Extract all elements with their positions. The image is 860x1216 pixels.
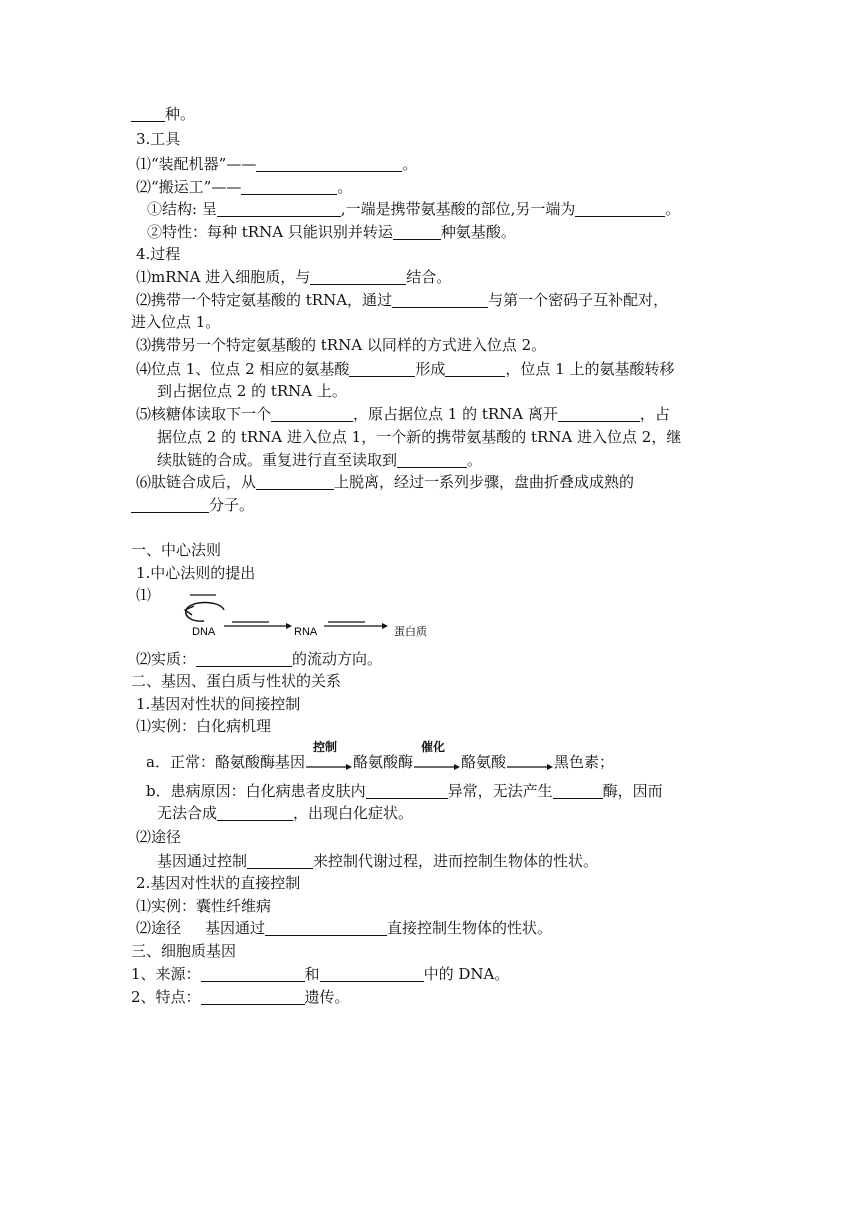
line-process-4: ⑷位点 1、位点 2 相应的氨基酸 形成 ，位点 1 上的氨基酸转移 (136, 360, 675, 378)
answer-blank[interactable] (247, 853, 313, 869)
line-process-1: ⑴mRNA 进入细胞质，与 结合。 (136, 268, 452, 286)
subheading-direct-control: 2.基因对性状的直接控制 (136, 874, 301, 892)
arrowhead (286, 623, 292, 629)
conversion-arrow-line (506, 752, 554, 772)
central-dogma-diagram (180, 590, 440, 642)
control-arrow (305, 740, 353, 772)
subheading-proposal: 1.中心法则的提出 (136, 564, 256, 582)
replication-loop-arrow (186, 603, 224, 622)
answer-blank[interactable] (201, 989, 305, 1005)
line-process-3: ⑶携带另一个特定氨基酸的 tRNA 以同样的方式进入位点 2。 (136, 336, 547, 354)
line-process-2-cont: 进入位点 1。 (131, 313, 221, 331)
answer-blank[interactable] (217, 201, 341, 217)
answer-blank[interactable] (131, 497, 209, 513)
line-assembly-machine: ⑴“装配机器”—— 。 (136, 155, 418, 173)
line-disease-cause-cont: 无法合成 ，出现白化症状。 (157, 804, 414, 822)
line-process-5-end: 续肽链的合成。重复进行直至读取到 。 (157, 451, 483, 469)
answer-blank[interactable] (320, 966, 424, 982)
line-example-albinism: ⑴实例：白化病机理 (136, 717, 272, 735)
answer-blank[interactable] (397, 452, 467, 468)
heading-central-dogma: 一、中心法则 (131, 541, 222, 559)
answer-blank[interactable] (393, 224, 441, 240)
line-essence: ⑵实质： 的流动方向。 (136, 650, 383, 668)
line-pathway-label: ⑵途径 (136, 828, 182, 846)
section-heading-process: 4.过程 (136, 245, 181, 263)
item-1-label: ⑴ (136, 586, 152, 604)
line-property: ②特性：每种 tRNA 只能识别并转运 种氨基酸。 (147, 223, 516, 241)
heading-gene-protein-trait: 二、基因、蛋白质与性状的关系 (131, 672, 342, 690)
line-process-6: ⑹肽链合成后，从 上脱离，经过一系列步骤，盘曲折叠成成熟的 (136, 473, 635, 491)
catalyze-arrow (413, 740, 461, 772)
line-feature: 2、特点： 遗传。 (131, 988, 350, 1006)
answer-blank[interactable] (349, 361, 415, 377)
line-1: 种。 (131, 104, 195, 124)
dna-label: DNA (192, 626, 216, 638)
answer-blank[interactable] (256, 474, 334, 490)
line-process-2: ⑵携带一个特定氨基酸的 tRNA，通过 与第一个密码子互补配对， (136, 291, 669, 309)
answer-blank[interactable] (217, 805, 293, 821)
line-structure: ①结构: 呈 ,一端是携带氨基酸的部位,另一端为 。 (147, 200, 681, 218)
answer-blank[interactable] (131, 106, 165, 122)
answer-blank[interactable] (265, 920, 387, 936)
answer-blank[interactable] (366, 783, 448, 799)
answer-blank[interactable] (553, 783, 603, 799)
line-process-5: ⑸核糖体读取下一个 ，原占据位点 1 的 tRNA 离开 ，占 (136, 405, 670, 423)
line-disease-cause: b．患病原因：白化病患者皮肤内 异常，无法产生 酶，因而 (146, 782, 663, 800)
protein-label: 蛋白质 (394, 626, 427, 638)
line-process-6-cont: 分子。 (131, 495, 254, 515)
answer-blank[interactable] (392, 292, 488, 308)
answer-blank[interactable] (256, 156, 402, 172)
section-heading-tools: 3.工具 (136, 130, 181, 148)
answer-blank[interactable] (196, 651, 292, 667)
arrowhead (382, 623, 388, 629)
line-process-4-cont: 到占据位点 2 的 tRNA 上。 (157, 382, 347, 400)
catalyze-arrow-label: 催化 (420, 740, 445, 754)
line-direct-pathway: ⑵途径 基因通过 直接控制生物体的性状。 (136, 919, 553, 937)
line-example-cystic-fibrosis: ⑴实例：囊性纤维病 (136, 897, 272, 915)
catalyze-arrow-line (413, 752, 461, 772)
control-arrow-line (305, 752, 353, 772)
answer-blank[interactable] (575, 201, 665, 217)
control-arrow-label: 控制 (312, 740, 337, 754)
line-normal-pathway: a．正常：酪氨酸酶基因 控制 酪氨酸酶 催化 酪氨酸 黑色素； (146, 740, 614, 771)
conversion-arrow (506, 752, 554, 772)
answer-blank[interactable] (201, 966, 305, 982)
line-carrier: ⑵“搬运工”—— 。 (136, 178, 353, 196)
line-indirect-pathway: 基因通过控制 来控制代谢过程，进而控制生物体的性状。 (157, 852, 599, 870)
answer-blank[interactable] (241, 179, 337, 195)
line-process-5-cont: 据位点 2 的 tRNA 进入位点 1，一个新的携带氨基酸的 tRNA 进入位点 2，继 (157, 428, 682, 446)
rna-label: RNA (294, 626, 318, 638)
line-source: 1、来源： 和 中的 DNA。 (131, 965, 510, 983)
answer-blank[interactable] (271, 406, 353, 422)
subheading-indirect-control: 1.基因对性状的间接控制 (136, 695, 301, 713)
answer-blank[interactable] (558, 406, 640, 422)
answer-blank[interactable] (445, 361, 505, 377)
heading-cytoplasmic-genes: 三、细胞质基因 (131, 942, 237, 960)
answer-blank[interactable] (310, 269, 406, 285)
